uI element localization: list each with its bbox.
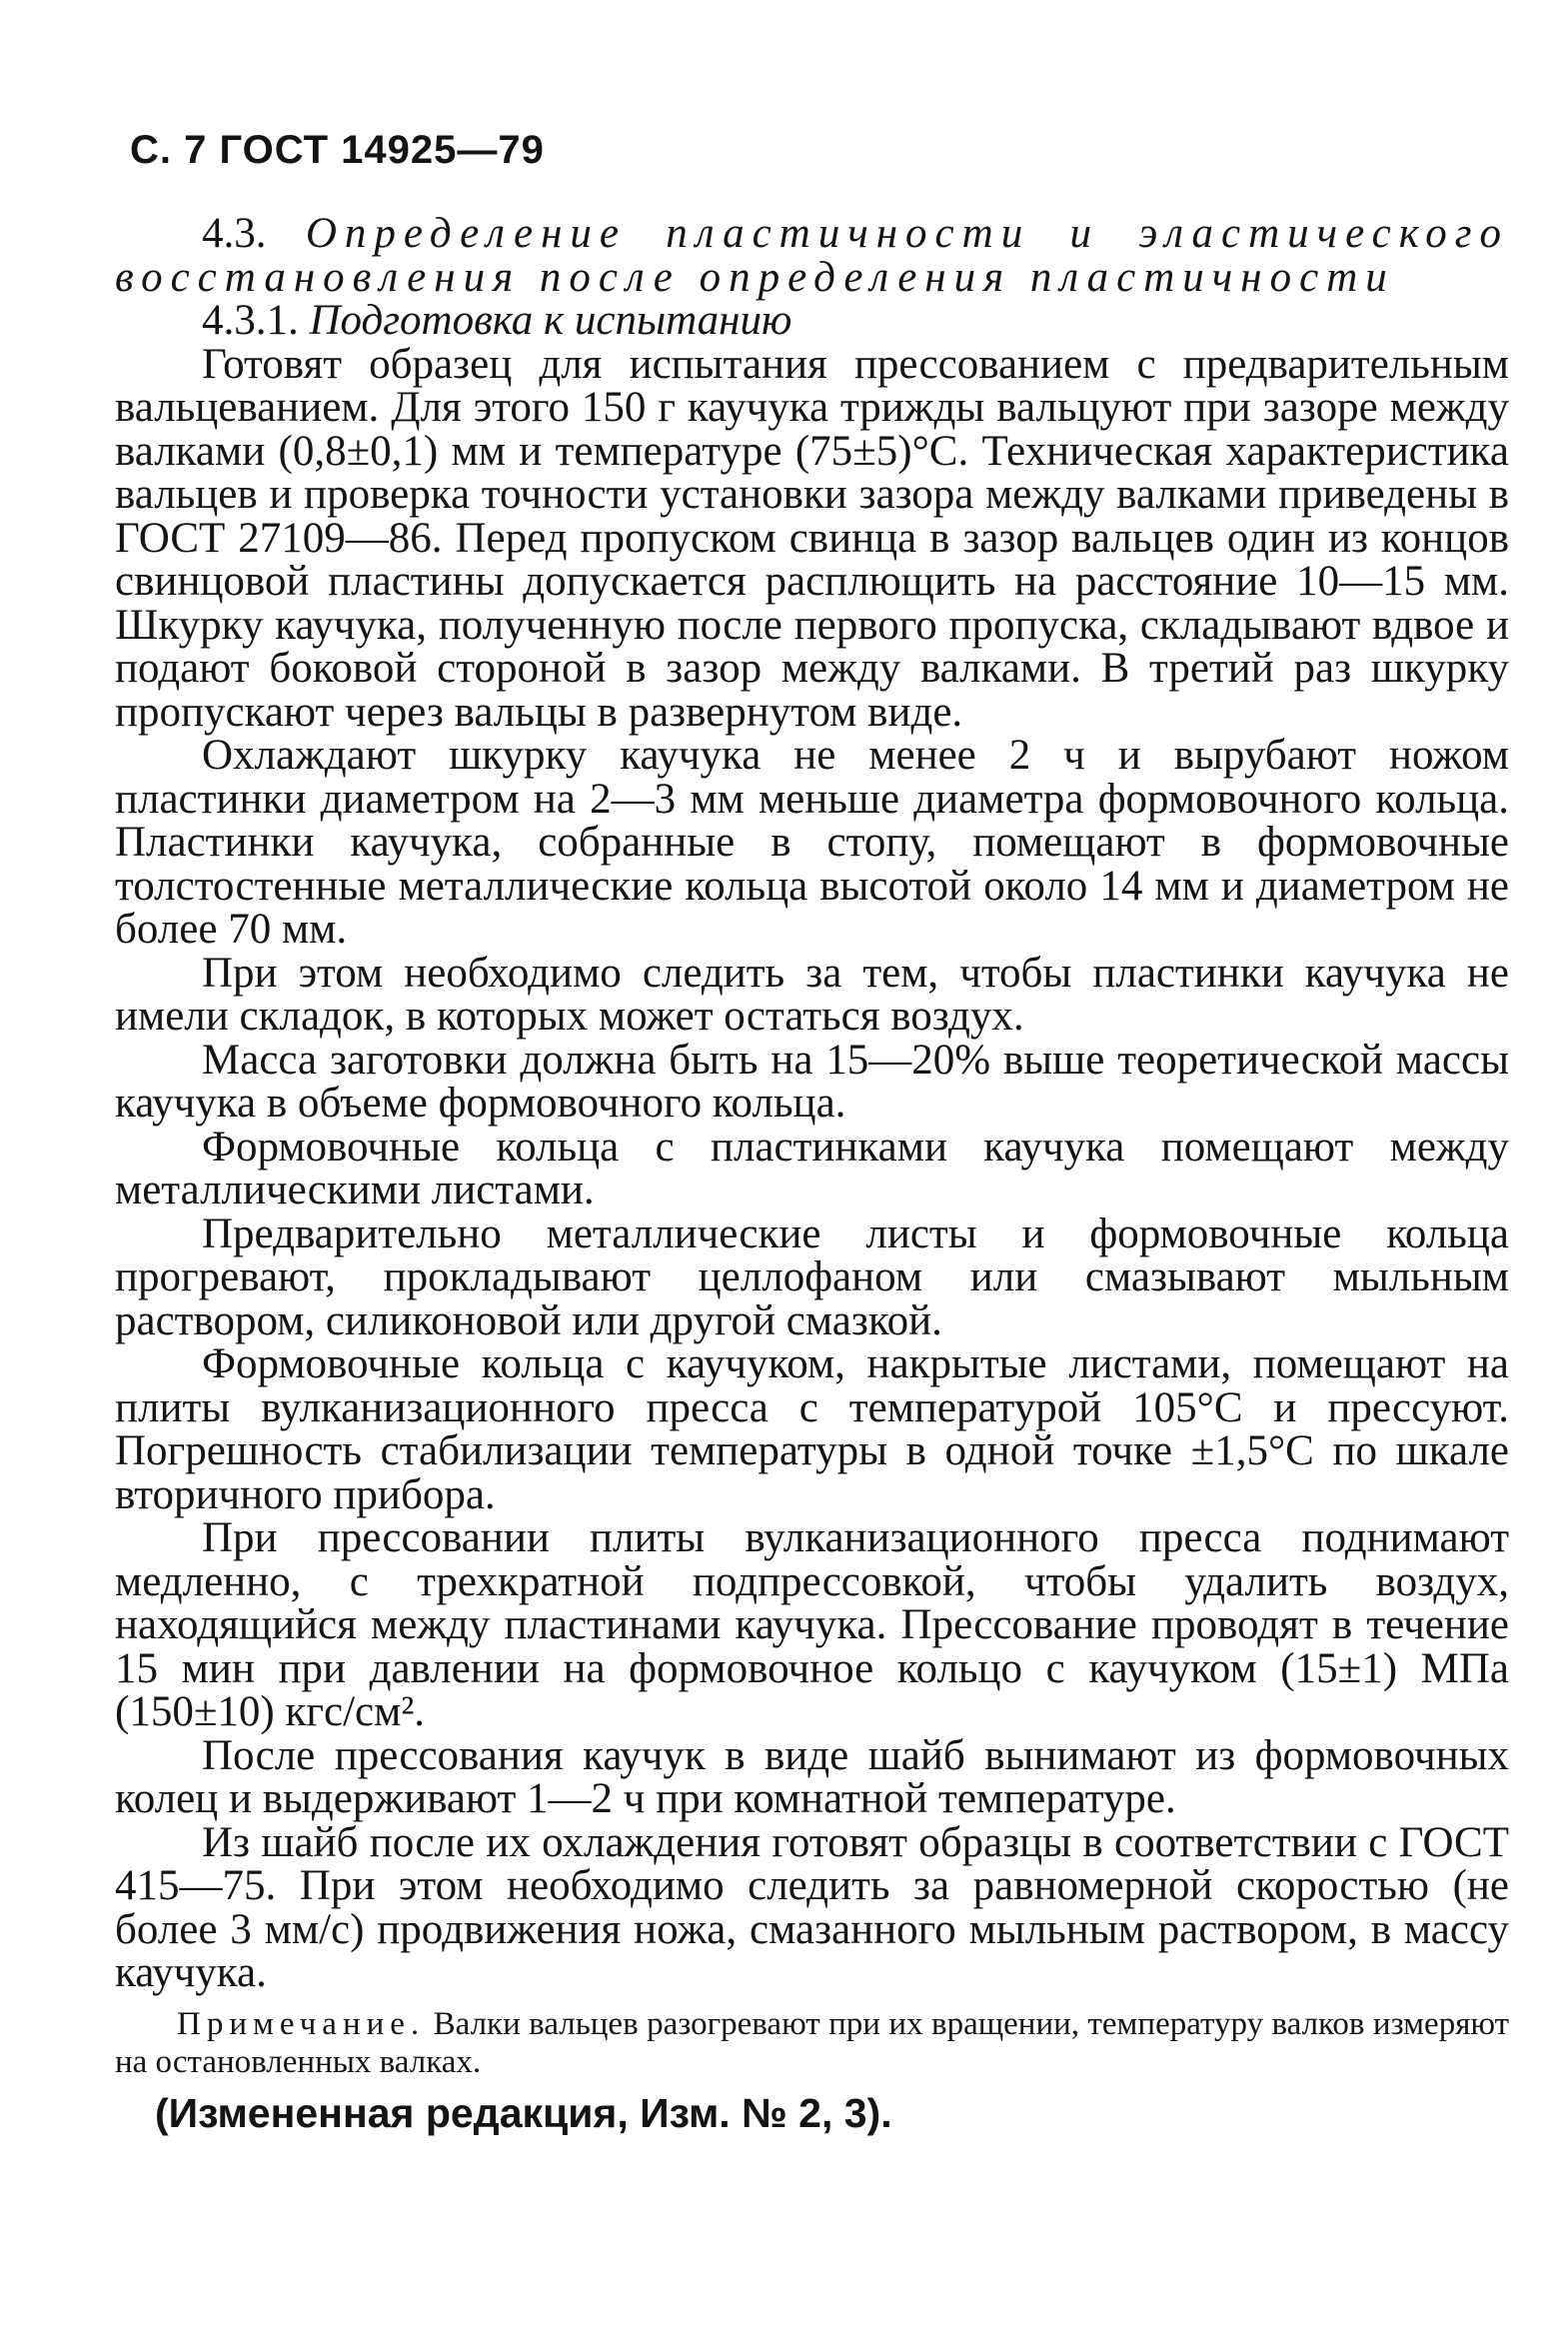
subsection-number: 4.3.1. [202, 297, 299, 344]
section-number: 4.3. [202, 210, 267, 257]
paragraph: При прессовании плиты вулканизационного пресса поднимают медленно, с трехкратной подпрессовкой, чтобы удалить воздух, находящийся между пластинами каучука. Прессование проводят в течение 15 мин при давлении на формовочное кольцо с каучуком (15±1) МПа (150±10) кгс/см². [115, 1514, 1509, 1735]
paragraph: Предварительно металлические листы и формовочные кольца прогревают, прокладывают целлофаном или смазывают мыльным раствором, силиконовой или другой смазкой. [115, 1209, 1509, 1344]
note [115, 2005, 1509, 2081]
paragraph: После прессования каучук в виде шайб вынимают из формовочных колец и выдерживают 1—2 ч при комнатной температуре. [115, 1731, 1509, 1822]
paragraph: Масса заготовки должна быть на 15—20% выше теоретической массы каучука в объеме формовочного кольца. [115, 1036, 1509, 1127]
paragraph: Охлаждают шкурку каучука не менее 2 ч и вырубают ножом пластинки диаметром на 2—3 мм меньше диаметра формовочного кольца. Пластинки каучука, собранные в стопу, помещают в формовочные толстостенные металлические кольца высотой около 14 мм и диаметром не более 70 мм. [115, 732, 1509, 953]
document-body [115, 212, 1509, 2139]
paragraph: Формовочные кольца с пластинками каучука помещают между металлическими листами. [115, 1123, 1509, 1213]
subsection-heading [115, 299, 1509, 343]
edition-note: (Измененная редакция, Изм. № 2, 3). [155, 2089, 892, 2136]
subsection-title: Подготовка к испытанию [309, 297, 792, 344]
paragraph: При этом необходимо следить за тем, чтобы пластинки каучука не имели складок, в которых может остаться воздух. [115, 949, 1509, 1040]
paragraph: Готовят образец для испытания прессованием с предварительным вальцеванием. Для этого 150 г каучука трижды вальцуют при зазоре между валками (0,8±0,1) мм и температуре (75±5)°С. Техническая характеристика вальцев и проверка точности установки зазора между валками приведены в ГОСТ 27109—86. Перед пропуском свинца в зазор вальцев один из концов свинцовой пластины допускается расплющить на расстояние 10—15 мм. Шкурку каучука, полученную после первого пропуска, складывают вдвое и подают боковой стороной в зазор между валками. В третий раз шкурку пропускают через вальцы в развернутом виде. [115, 340, 1509, 736]
section-title: Определение пластичности и эластического восстановления после определения пластичности [115, 210, 1509, 301]
note-label: Примечание. [177, 2005, 426, 2042]
section-heading [115, 212, 1509, 299]
page-header: С. 7 ГОСТ 14925—79 [130, 128, 545, 172]
paragraph: Из шайб после их охлаждения готовят образцы в соответствии с ГОСТ 415—75. При этом необходимо следить за равномерной скоростью (не более 3 мм/с) продвижения ножа, смазанного мыльным раствором, в массу каучука. [115, 1818, 1509, 1996]
paragraph: Формовочные кольца с каучуком, накрытые листами, помещают на плиты вулканизационного пресса с температурой 105°С и прессуют. Погрешность стабилизации температуры в одной точке ±1,5°С по шкале вторичного прибора. [115, 1340, 1509, 1518]
note-text: Валки вальцев разогревают при их вращении, температуру валков измеряют на остановленных валках. [115, 2005, 1510, 2080]
